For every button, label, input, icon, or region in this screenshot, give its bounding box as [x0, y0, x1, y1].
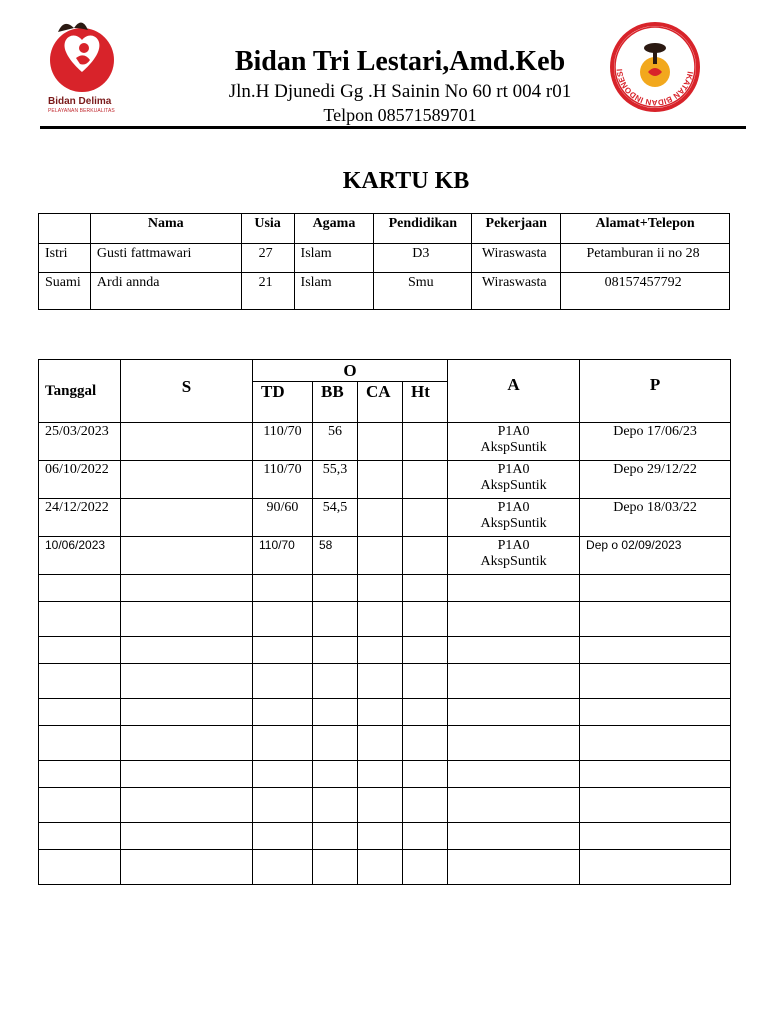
visit-date: 10/06/2023: [39, 537, 121, 575]
identity-cell: 08157457792: [561, 273, 730, 310]
empty-cell: [253, 699, 313, 726]
empty-cell: [358, 664, 403, 699]
header-p: P: [580, 360, 731, 423]
table-row: [39, 726, 731, 761]
empty-cell: [358, 637, 403, 664]
visit-a-line1: P1A0: [497, 462, 530, 477]
visit-a-line2: AkspSuntik: [480, 554, 547, 569]
visit-bb: 54,5: [313, 499, 358, 537]
visit-ht: [403, 499, 448, 537]
visit-ca: [358, 499, 403, 537]
visit-ht: [403, 537, 448, 575]
empty-cell: [121, 664, 253, 699]
identity-cell: Suami: [39, 273, 91, 310]
ibi-seal-icon: [608, 20, 702, 114]
header-s: S: [121, 360, 253, 423]
empty-cell: [39, 699, 121, 726]
identity-table: [38, 213, 730, 310]
visit-a-line2: AkspSuntik: [480, 516, 547, 531]
empty-cell: [121, 726, 253, 761]
identity-header-cell: Pendidikan: [374, 214, 472, 244]
empty-cell: [448, 602, 580, 637]
table-row: [39, 273, 730, 310]
empty-cell: [253, 664, 313, 699]
empty-cell: [121, 637, 253, 664]
empty-cell: [253, 726, 313, 761]
empty-cell: [580, 664, 731, 699]
visit-a: [448, 537, 580, 575]
empty-cell: [313, 788, 358, 823]
empty-cell: [358, 602, 403, 637]
empty-cell: [358, 788, 403, 823]
empty-cell: [448, 575, 580, 602]
identity-header-cell: Nama: [90, 214, 241, 244]
ikatan-bidan-seal: [608, 20, 702, 114]
empty-cell: [253, 850, 313, 885]
empty-cell: [39, 602, 121, 637]
visit-bb: 55,3: [313, 461, 358, 499]
identity-cell: Istri: [39, 244, 91, 273]
identity-cell: Ardi annda: [90, 273, 241, 310]
empty-cell: [448, 726, 580, 761]
header-divider: [40, 126, 746, 129]
visit-p: Depo 18/03/22: [580, 499, 731, 537]
visit-td: 110/70: [253, 461, 313, 499]
table-row: [39, 244, 730, 273]
table-row: [39, 699, 731, 726]
empty-cell: [580, 850, 731, 885]
card-title: KARTU KB: [342, 168, 470, 194]
empty-cell: [313, 699, 358, 726]
identity-header-cell: Usia: [241, 214, 294, 244]
empty-cell: [313, 602, 358, 637]
empty-cell: [253, 788, 313, 823]
empty-cell: [313, 575, 358, 602]
visit-p: Depo 29/12/22: [580, 461, 731, 499]
visit-ca: [358, 461, 403, 499]
visit-ht: [403, 423, 448, 461]
visit-s: [121, 537, 253, 575]
empty-cell: [121, 788, 253, 823]
visit-a: [448, 461, 580, 499]
empty-cell: [313, 761, 358, 788]
identity-cell: Islam: [294, 273, 374, 310]
table-row: [39, 637, 731, 664]
empty-cell: [121, 602, 253, 637]
table-row: [39, 761, 731, 788]
table-row: [39, 461, 731, 499]
header-bb: BB: [313, 382, 358, 423]
empty-cell: [121, 761, 253, 788]
identity-header-row: [39, 214, 730, 244]
visit-td: 90/60: [253, 499, 313, 537]
clinic-name: Bidan Tri Lestari,Amd.Keb: [234, 46, 566, 77]
visit-td: 110/70: [253, 537, 313, 575]
visit-ht: [403, 461, 448, 499]
empty-cell: [403, 761, 448, 788]
table-row: [39, 537, 731, 575]
clinic-phone: Telpon 08571589701: [323, 105, 477, 125]
header-a: A: [448, 360, 580, 423]
visit-td: 110/70: [253, 423, 313, 461]
bidan-delima-logo: [44, 16, 130, 116]
logo-brand-text: Bidan Delima: [48, 96, 112, 107]
empty-cell: [403, 602, 448, 637]
empty-cell: [448, 850, 580, 885]
visit-a-line1: P1A0: [497, 538, 530, 553]
identity-cell: 21: [241, 273, 294, 310]
identity-header-cell: Pekerjaan: [472, 214, 561, 244]
visit-date: 06/10/2022: [39, 461, 121, 499]
empty-cell: [39, 637, 121, 664]
empty-cell: [448, 788, 580, 823]
empty-cell: [448, 664, 580, 699]
header-o: O: [253, 360, 448, 382]
empty-cell: [313, 637, 358, 664]
empty-cell: [358, 823, 403, 850]
visit-a: [448, 423, 580, 461]
empty-cell: [358, 726, 403, 761]
identity-cell: 27: [241, 244, 294, 273]
empty-cell: [403, 699, 448, 726]
empty-cell: [403, 788, 448, 823]
empty-cell: [358, 575, 403, 602]
visit-bb: 56: [313, 423, 358, 461]
empty-cell: [448, 823, 580, 850]
header-td: TD: [253, 382, 313, 423]
table-row: [39, 788, 731, 823]
identity-cell: Wiraswasta: [472, 244, 561, 273]
visit-ca: [358, 537, 403, 575]
header-ca: CA: [358, 382, 403, 423]
identity-header-cell: [39, 214, 91, 244]
empty-cell: [580, 823, 731, 850]
empty-cell: [121, 823, 253, 850]
empty-cell: [403, 823, 448, 850]
svg-text:IKATAN BIDAN INDONESIA: IKATAN BIDAN INDONESI: [615, 68, 695, 108]
visit-a-line2: AkspSuntik: [480, 440, 547, 455]
header-ht: Ht: [403, 382, 448, 423]
logo-tagline-text: PELAYANAN BERKUALITAS: [48, 108, 115, 114]
empty-cell: [313, 664, 358, 699]
empty-cell: [358, 850, 403, 885]
visit-header-row: [39, 360, 731, 382]
visit-date: 24/12/2022: [39, 499, 121, 537]
empty-cell: [448, 761, 580, 788]
empty-cell: [253, 761, 313, 788]
empty-cell: [403, 575, 448, 602]
empty-cell: [121, 575, 253, 602]
empty-cell: [39, 664, 121, 699]
table-row: [39, 575, 731, 602]
empty-cell: [403, 664, 448, 699]
clinic-address: Jln.H Djunedi Gg .H Sainin No 60 rt 004 r01: [228, 81, 572, 102]
empty-cell: [358, 699, 403, 726]
visit-table: [38, 359, 731, 885]
table-row: [39, 602, 731, 637]
empty-cell: [253, 637, 313, 664]
visit-a-line1: P1A0: [497, 424, 530, 439]
empty-cell: [253, 575, 313, 602]
empty-cell: [121, 699, 253, 726]
header-tanggal: Tanggal: [39, 360, 121, 423]
empty-cell: [580, 575, 731, 602]
identity-cell: Smu: [374, 273, 472, 310]
visit-a-line2: AkspSuntik: [480, 478, 547, 493]
empty-cell: [253, 602, 313, 637]
visit-s: [121, 423, 253, 461]
identity-cell: Petamburan ii no 28: [561, 244, 730, 273]
visit-ca: [358, 423, 403, 461]
visit-bb: 58: [313, 537, 358, 575]
empty-cell: [313, 823, 358, 850]
empty-cell: [313, 726, 358, 761]
table-row: [39, 664, 731, 699]
table-row: [39, 423, 731, 461]
table-row: [39, 823, 731, 850]
empty-cell: [580, 726, 731, 761]
empty-cell: [39, 761, 121, 788]
visit-a: [448, 499, 580, 537]
empty-cell: [121, 850, 253, 885]
identity-cell: Wiraswasta: [472, 273, 561, 310]
empty-cell: [403, 850, 448, 885]
empty-cell: [448, 699, 580, 726]
empty-cell: [39, 575, 121, 602]
table-row: [39, 850, 731, 885]
visit-date: 25/03/2023: [39, 423, 121, 461]
empty-cell: [580, 761, 731, 788]
identity-header-cell: Agama: [294, 214, 374, 244]
visit-a-line1: P1A0: [497, 500, 530, 515]
identity-cell: Islam: [294, 244, 374, 273]
visit-s: [121, 461, 253, 499]
identity-cell: Gusti fattmawari: [90, 244, 241, 273]
empty-cell: [403, 637, 448, 664]
table-row: [39, 499, 731, 537]
empty-cell: [580, 788, 731, 823]
empty-cell: [580, 637, 731, 664]
empty-cell: [448, 637, 580, 664]
empty-cell: [39, 726, 121, 761]
empty-cell: [403, 726, 448, 761]
visit-p: Depo 17/06/23: [580, 423, 731, 461]
empty-cell: [580, 699, 731, 726]
bidan-delima-emblem-icon: [44, 16, 124, 96]
identity-cell: D3: [374, 244, 472, 273]
empty-cell: [253, 823, 313, 850]
empty-cell: [39, 788, 121, 823]
empty-cell: [39, 823, 121, 850]
empty-cell: [358, 761, 403, 788]
empty-cell: [39, 850, 121, 885]
empty-cell: [313, 850, 358, 885]
visit-s: [121, 499, 253, 537]
visit-p: Dep o 02/09/2023: [580, 537, 731, 575]
identity-header-cell: Alamat+Telepon: [561, 214, 730, 244]
empty-cell: [580, 602, 731, 637]
